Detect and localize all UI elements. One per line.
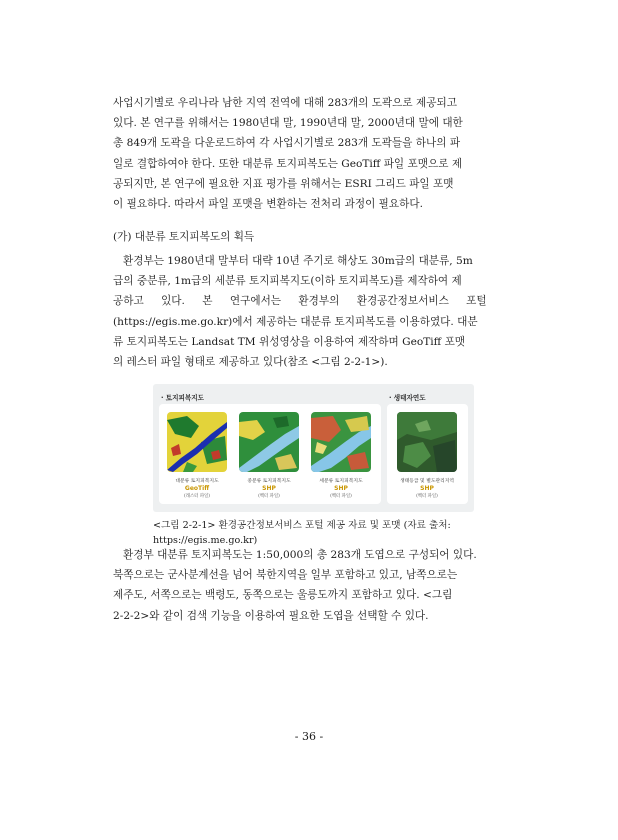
text-line: 급의 중분류, 1m급의 세분류 토지피복지도(이하 토지피복도)를 제작하여 제 <box>113 275 462 288</box>
item-format: GeoTiff <box>184 485 210 492</box>
text-line: 환경부는 1980년대 말부터 대략 10년 주기로 해상도 30m급의 대분류, 5m <box>123 255 473 267</box>
body-paragraph-1 <box>113 93 515 214</box>
text-line: 의 레스터 파일 형태로 제공하고 있다(참조 <그림 2-2-1>). <box>113 356 388 369</box>
body-paragraph-3 <box>113 545 515 626</box>
item-title: 세분류 토지피복지도 <box>319 479 363 484</box>
item-format-note: (래스터 파일) <box>183 494 211 499</box>
map-thumbnail-ecology <box>397 412 457 472</box>
figure-caption <box>153 518 483 548</box>
map-thumbnail-detailed <box>311 412 371 472</box>
item-title: 대분류 토지피복지도 <box>175 479 219 484</box>
text-line: 북쪽으로는 군사분계선을 넘어 북한지역을 일부 포함하고 있고, 남쪽으로는 <box>113 569 458 582</box>
figure-section-label-landcover: · 토지피복지도 <box>161 394 205 402</box>
text-line: 공하고 있다. 본 연구에서는 환경부의 환경공간정보서비스 포털 <box>113 295 487 308</box>
caption-line: https://egis.me.go.kr) <box>153 535 258 546</box>
text-line: 공되지만, 본 연구에 필요한 지표 평가를 위해서는 ESRI 그리드 파일 포맷 <box>113 177 454 190</box>
item-title: 중분류 토지피복지도 <box>247 479 291 484</box>
item-format-note: (벡터 파일) <box>416 494 438 499</box>
text-line: 환경부 대분류 토지피복도는 1:50,000의 총 283개 도엽으로 구성되어 있다. <box>123 549 477 561</box>
text-line: 사업시기별로 우리나라 남한 지역 전역에 대해 283개의 도곽으로 제공되고 <box>113 97 457 109</box>
text-line: 이 필요하다. 따라서 파일 포맷을 변환하는 전처리 과정이 필요하다. <box>113 198 423 211</box>
figure-land-cover-formats <box>153 384 474 512</box>
map-thumbnail-major <box>167 412 227 472</box>
item-format-note: (벡터 파일) <box>330 494 352 499</box>
page-number: - 36 - <box>294 730 324 743</box>
text-line: (https://egis.me.go.kr)에서 제공하는 대분류 토지피복도를 이용하였다. 대분 <box>113 315 478 328</box>
map-thumbnail-middle <box>239 412 299 472</box>
text-line: 총 849개 도곽을 다운로드하여 각 사업시기별로 283개 도곽들을 하나의 파 <box>113 137 461 150</box>
item-format: SHP <box>262 485 276 492</box>
caption-line: <그림 2-2-1> 환경공간정보서비스 포털 제공 자료 및 포맷 (자료 출처: <box>153 520 451 531</box>
text-line: 류 토지피복도는 Landsat TM 위성영상을 이용하여 제작하며 GeoTiff 포맷 <box>113 335 466 348</box>
text-line: 2-2-2>와 같이 검색 기능을 이용하여 필요한 도엽을 선택할 수 있다. <box>113 609 429 622</box>
text-line: 제주도, 서쪽으로는 백령도, 동쪽으로는 울릉도까지 포함하고 있다. <그림 <box>113 589 453 602</box>
text-line: 있다. 본 연구를 위해서는 1980년대 말, 1990년대 말, 2000년대 말에 대한 <box>113 117 463 130</box>
section-heading: (가) 대분류 토지피복도의 획득 <box>113 231 255 243</box>
body-paragraph-2 <box>113 251 515 372</box>
item-title: 생태등급 및 별도관리지역 <box>399 479 455 484</box>
text-line: 일로 결합하여야 한다. 또한 대분류 토지피복도는 GeoTiff 파일 포맷으로 제 <box>113 157 463 170</box>
item-format-note: (벡터 파일) <box>258 494 280 499</box>
item-format: SHP <box>334 485 348 492</box>
figure-section-label-ecology: · 생태자연도 <box>389 394 426 402</box>
item-format: SHP <box>420 485 434 492</box>
